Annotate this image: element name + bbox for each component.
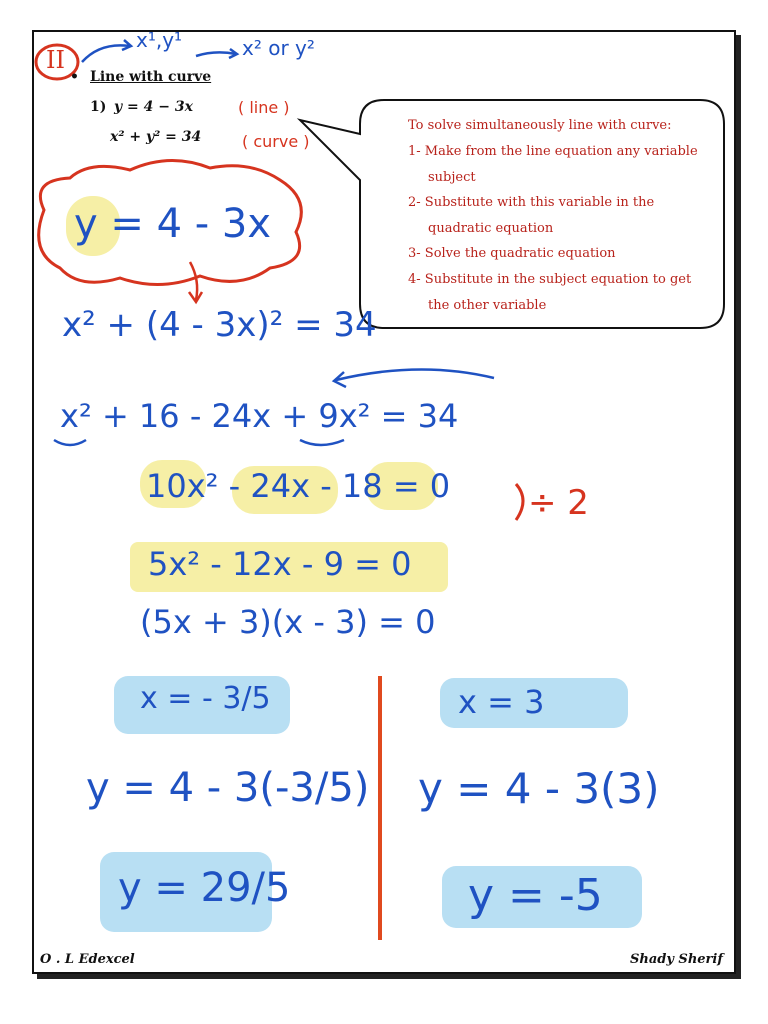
line-tag: ( line )	[238, 98, 290, 117]
callout-step: 4- Substitute in the subject equation to get	[408, 272, 692, 287]
section-heading: Line with curve	[90, 69, 212, 85]
left-x-root: x = - 3/5	[140, 681, 271, 716]
callout-step: subject	[428, 170, 476, 185]
callout-bubble	[300, 100, 724, 328]
subject-equation: y = 4 - 3x	[74, 201, 272, 247]
section-number: II	[46, 46, 65, 74]
expanded-line: x² + 16 - 24x + 9x² = 34	[60, 397, 459, 435]
curve-tag: ( curve )	[242, 132, 310, 151]
callout-step: quadratic equation	[428, 221, 554, 236]
footer-course: O . L Edexcel	[40, 952, 135, 967]
callout-step: 1- Make from the line equation any variable	[408, 144, 698, 159]
divide-bracket	[516, 484, 523, 520]
substitution-line: x² + (4 - 3x)² = 34	[62, 305, 377, 345]
arrow-to-note-1	[82, 45, 130, 62]
curve-equation: x² + y² = 34	[110, 129, 202, 145]
left-y-result: y = 29/5	[118, 865, 291, 911]
divide-note: ÷ 2	[528, 483, 589, 523]
arrow-to-note-2	[196, 52, 236, 56]
right-x-root: x = 3	[458, 683, 545, 721]
simplified-line: 5x² - 12x - 9 = 0	[148, 545, 412, 583]
arrow-note-2: x² or y²	[242, 36, 315, 60]
line-equation: y = 4 − 3x	[114, 99, 193, 115]
problem-number: 1)	[90, 99, 107, 115]
arrow-note-1: x¹,y¹	[136, 28, 183, 52]
callout-step: the other variable	[428, 298, 547, 313]
factorised-line: (5x + 3)(x - 3) = 0	[140, 603, 436, 641]
callout-step: 2- Substitute with this variable in the	[408, 195, 655, 210]
footer-author: Shady Sherif	[630, 952, 723, 967]
combine-arrow	[336, 369, 494, 380]
heading-bullet: •	[70, 69, 79, 85]
callout-step: 3- Solve the quadratic equation	[408, 246, 616, 261]
right-y-result: y = -5	[468, 870, 603, 921]
left-y-substitution: y = 4 - 3(-3/5)	[86, 765, 370, 811]
right-y-substitution: y = 4 - 3(3)	[418, 764, 660, 813]
combined-line: 10x² - 24x - 18 = 0	[146, 467, 451, 505]
callout-title: To solve simultaneously line with curve:	[408, 118, 672, 133]
